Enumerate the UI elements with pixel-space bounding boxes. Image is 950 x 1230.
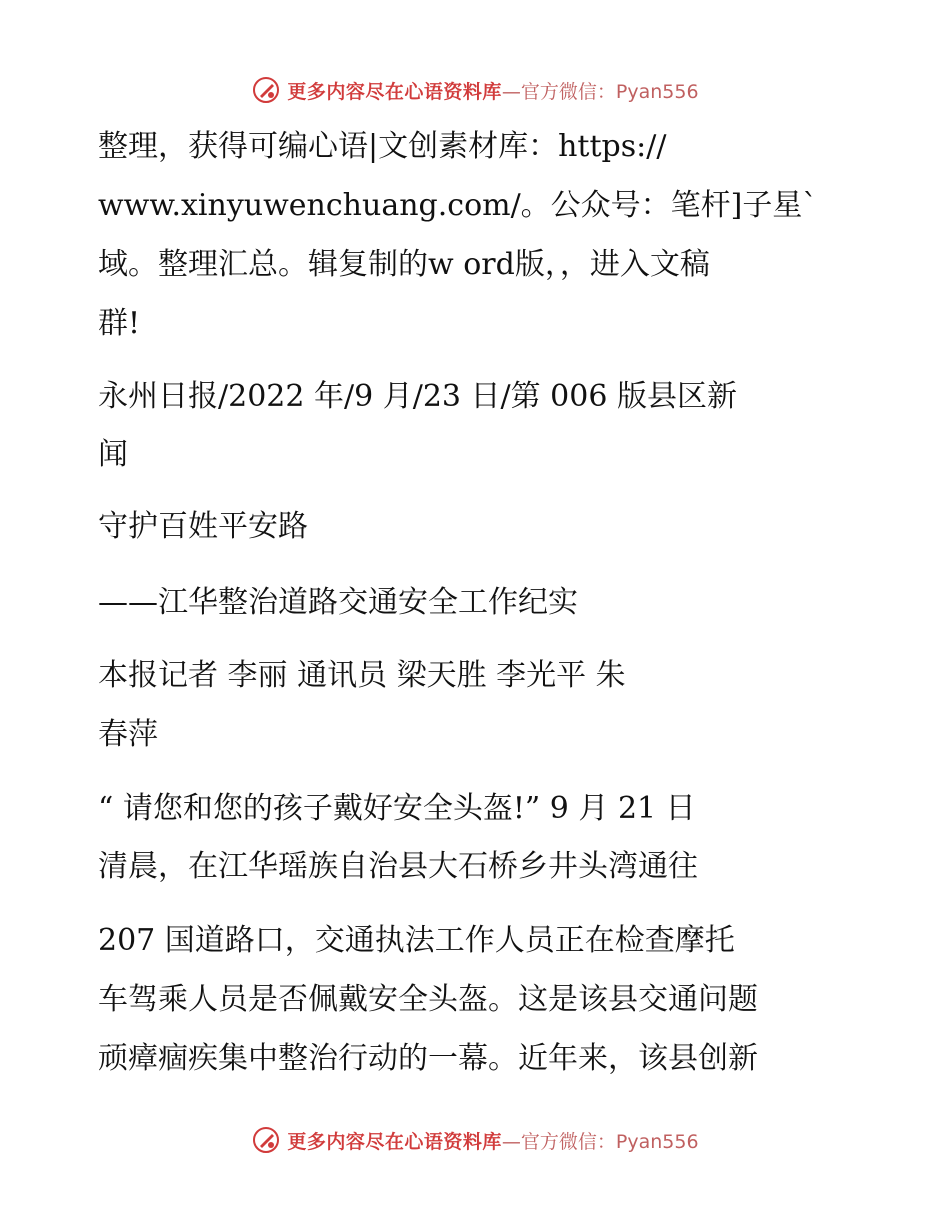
source-line-1: 永州日报/2022 年/9 月/23 日/第 006 版县区新 [98,379,737,414]
paragraph-2-line-2: 车驾乘人员是否佩戴安全头盔。这是该县交通问题 [98,982,758,1017]
quill-circle-icon [251,75,281,105]
intro-line-4: 群! [98,306,141,341]
watermark-footer [0,1120,950,1160]
intro-line-2: www.xinyuwenchuang.com/。公众号：笔杆]子星` [98,188,818,223]
paragraph-1-line-2: 清晨，在江华瑶族自治县大石桥乡井头湾通往 [98,849,698,884]
article-title: 守护百姓平安路 [98,509,308,544]
paragraph-1-line-1: “ 请您和您的孩子戴好安全头盔!” 9 月 21 日 [98,791,696,826]
watermark-sub-text: —官方微信：Pyan556 [501,80,699,103]
intro-line-3: 域。整理汇总。辑复制的w ord版，，进入文稿 [98,247,710,282]
paragraph-2-line-1: 207 国道路口，交通执法工作人员正在检查摩托 [98,923,735,958]
watermark-sub-text: —官方微信：Pyan556 [501,1130,699,1153]
source-line-2: 闻 [98,437,128,472]
article-subtitle: ——江华整治道路交通安全工作纪实 [98,585,578,620]
watermark-main-text: 更多内容尽在心语资料库 [287,80,502,103]
paragraph-2-line-3: 顽瘴痼疾集中整治行动的一幕。近年来，该县创新 [98,1041,758,1076]
watermark-header [0,70,950,110]
watermark-main-text: 更多内容尽在心语资料库 [287,1130,502,1153]
byline-line-2: 春萍 [98,717,158,752]
byline-line-1: 本报记者 李丽 通讯员 梁天胜 李光平 朱 [98,658,626,693]
intro-line-1: 整理，获得可编心语|文创素材库：https:// [98,129,667,164]
quill-circle-icon [251,1125,281,1155]
